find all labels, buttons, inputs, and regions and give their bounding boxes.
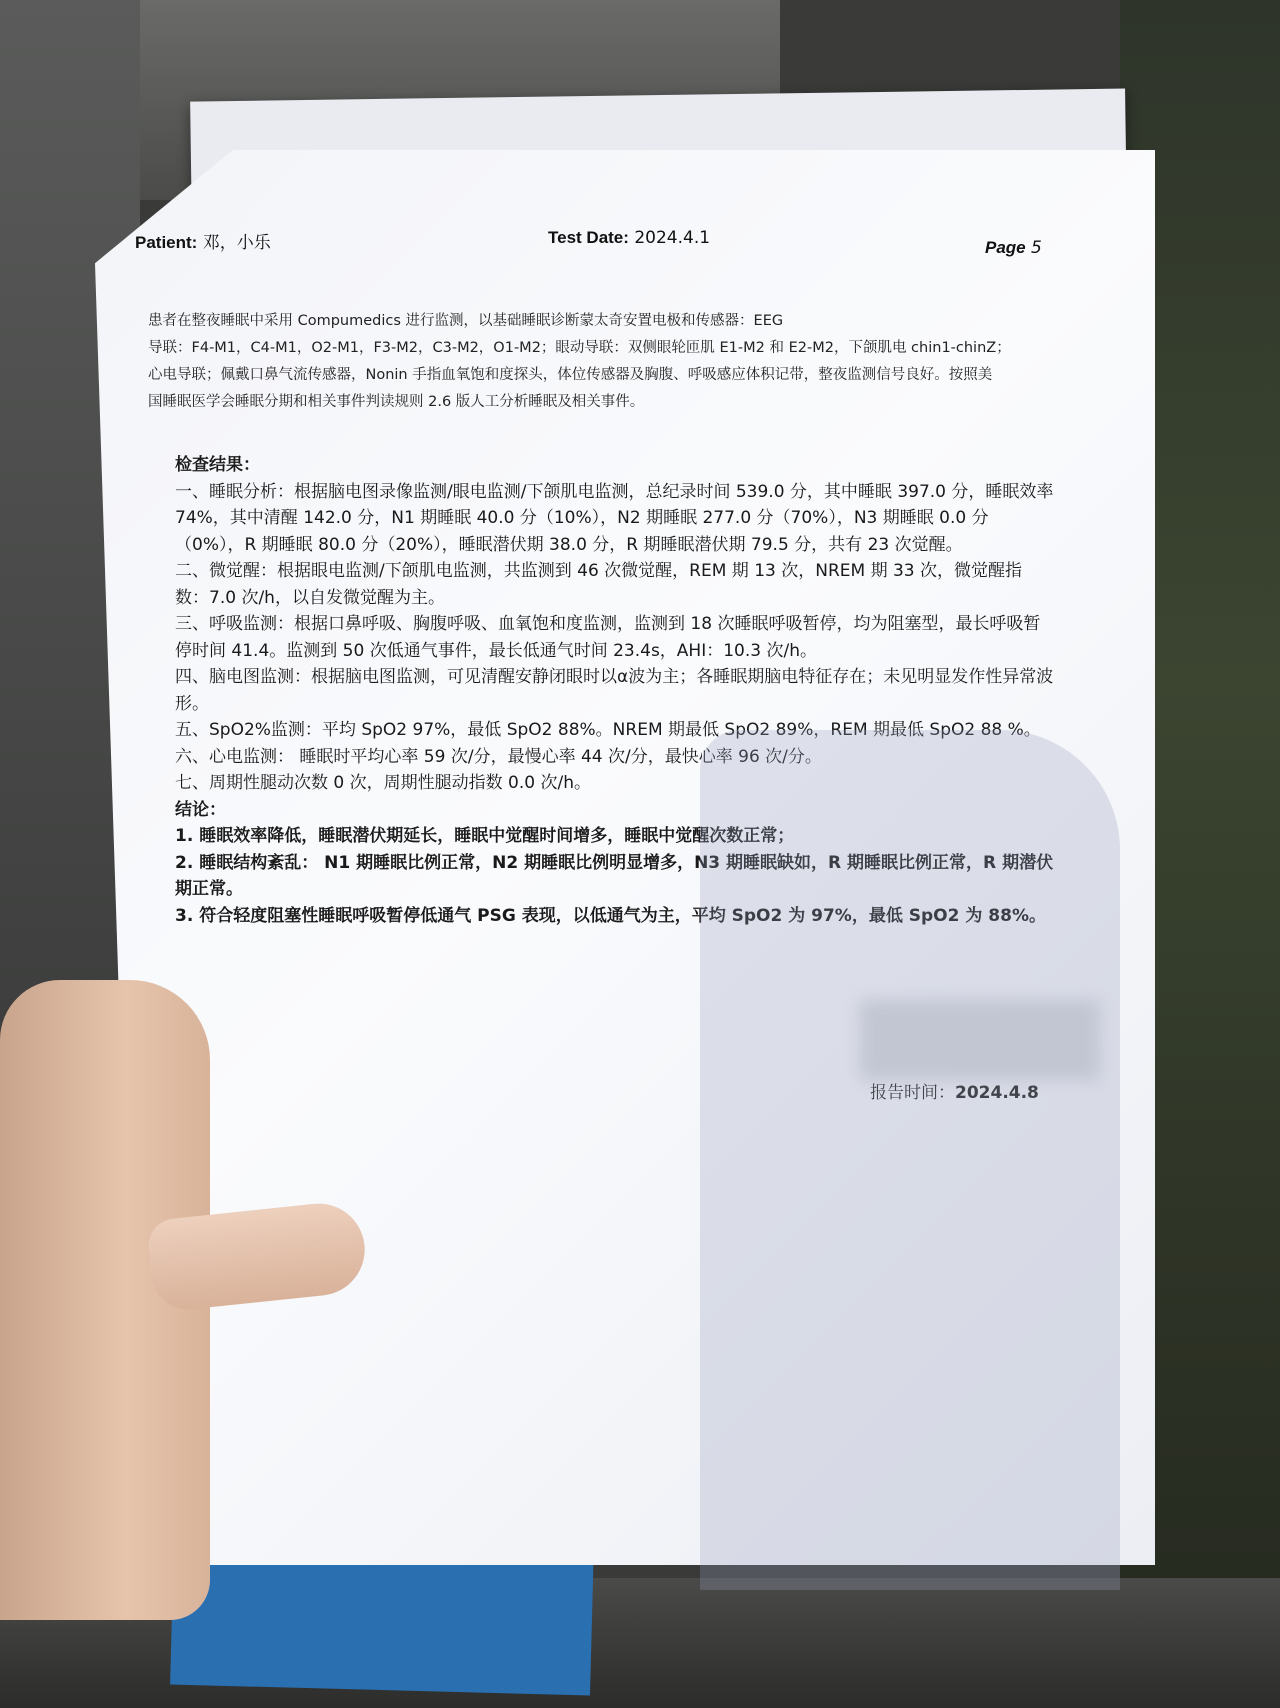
- test-date-label: Test Date:: [548, 228, 629, 247]
- report-time-value: 2024.4.8: [955, 1083, 1039, 1103]
- result-item: 三、呼吸监测：根据口鼻呼吸、胸腹呼吸、血氧饱和度监测，监测到 18 次睡眠呼吸暂停，均为阻塞型，最长呼吸暂停时间 41.4。监测到 50 次低通气事件，最长低通气时间 23.4s，AHI：10.3 次/h。: [175, 614, 1041, 661]
- method-line: 患者在整夜睡眠中采用 Compumedics 进行监测，以基础睡眠诊断蒙太奇安置电极和传感器：EEG: [148, 313, 784, 329]
- method-paragraph: [148, 308, 1053, 416]
- result-item: 六、心电监测： 睡眠时平均心率 59 次/分，最慢心率 44 次/分，最快心率 96 次/分。: [175, 746, 822, 767]
- conclusion-item: 3. 符合轻度阻塞性睡眠呼吸暂停低通气 PSG 表现，以低通气为主，平均 SpO2 为 97%，最低 SpO2 为 88%。: [175, 905, 1046, 926]
- page-label: Page: [985, 238, 1026, 257]
- method-line: 心电导联；佩戴口鼻气流传感器，Nonin 手指血氧饱和度探头，体位传感器及胸腹、呼吸感应体积记带，整夜监测信号良好。按照美: [148, 367, 993, 383]
- method-line: 国睡眠医学会睡眠分期和相关事件判读规则 2.6 版人工分析睡眠及相关事件。: [148, 394, 645, 410]
- result-item: 四、脑电图监测：根据脑电图监测，可见清醒安静闭眼时以α波为主；各睡眠期脑电特征存在；未见明显发作性异常波形。: [175, 667, 1054, 714]
- conclusion-item: 1. 睡眠效率降低，睡眠潜伏期延长，睡眠中觉醒时间增多，睡眠中觉醒次数正常；: [175, 826, 795, 846]
- conclusion-item: 2. 睡眠结构紊乱： N1 期睡眠比例正常，N2 期睡眠比例明显增多，N3 期睡眠缺如，R 期睡眠比例正常，R 期潜伏期正常。: [175, 852, 1054, 899]
- test-date-field: [548, 228, 710, 248]
- result-item: 七、周期性腿动次数 0 次，周期性腿动指数 0.0 次/h。: [175, 773, 591, 793]
- result-item: 五、SpO2%监测：平均 SpO2 97%，最低 SpO2 88%。NREM 期最低 SpO2 89%，REM 期最低 SpO2 88 %。: [175, 720, 1041, 740]
- result-item: 二、微觉醒：根据眼电监测/下颌肌电监测，共监测到 46 次微觉醒，REM 期 13 次，NREM 期 33 次，微觉醒指数：7.0 次/h，以自发微觉醒为主。: [175, 561, 1023, 608]
- conclusion-heading: 结论：: [175, 799, 226, 820]
- patient-name: 邓，小乐: [202, 233, 271, 253]
- test-date-value: 2024.4.1: [634, 228, 711, 248]
- results-section: [175, 452, 1055, 929]
- patient-field: [135, 228, 271, 253]
- patient-label: Patient:: [135, 233, 198, 252]
- results-heading: 检查结果：: [175, 455, 260, 475]
- result-item: 一、睡眠分析：根据脑电图录像监测/眼电监测/下颌肌电监测，总纪录时间 539.0 分，其中睡眠 397.0 分，睡眠效率 74%，其中清醒 142.0 分，N1 期睡眠 40.0 分（10%），N2 期睡眠 277.0 分（70%），N3 期睡眠 0.0 分（0%），R 期睡眠 80.0 分（20%），睡眠潜伏期 38.0 分，R 期睡眠潜伏期 79.5 分，共有 23 次觉醒。: [175, 481, 1054, 555]
- report-time: [870, 1078, 1039, 1103]
- page-number: [985, 238, 1042, 258]
- conclusion-section: [175, 797, 1055, 930]
- report-time-label: 报告时间：: [870, 1083, 955, 1103]
- page-value: 5: [1031, 238, 1042, 258]
- method-line: 导联：F4-M1，C4-M1，O2-M1，F3-M2，C3-M2，O1-M2；眼动导联：双侧眼轮匝肌 E1-M2 和 E2-M2，下颌肌电 chin1-chinZ；: [148, 340, 1011, 356]
- redacted-signature: [860, 1000, 1100, 1080]
